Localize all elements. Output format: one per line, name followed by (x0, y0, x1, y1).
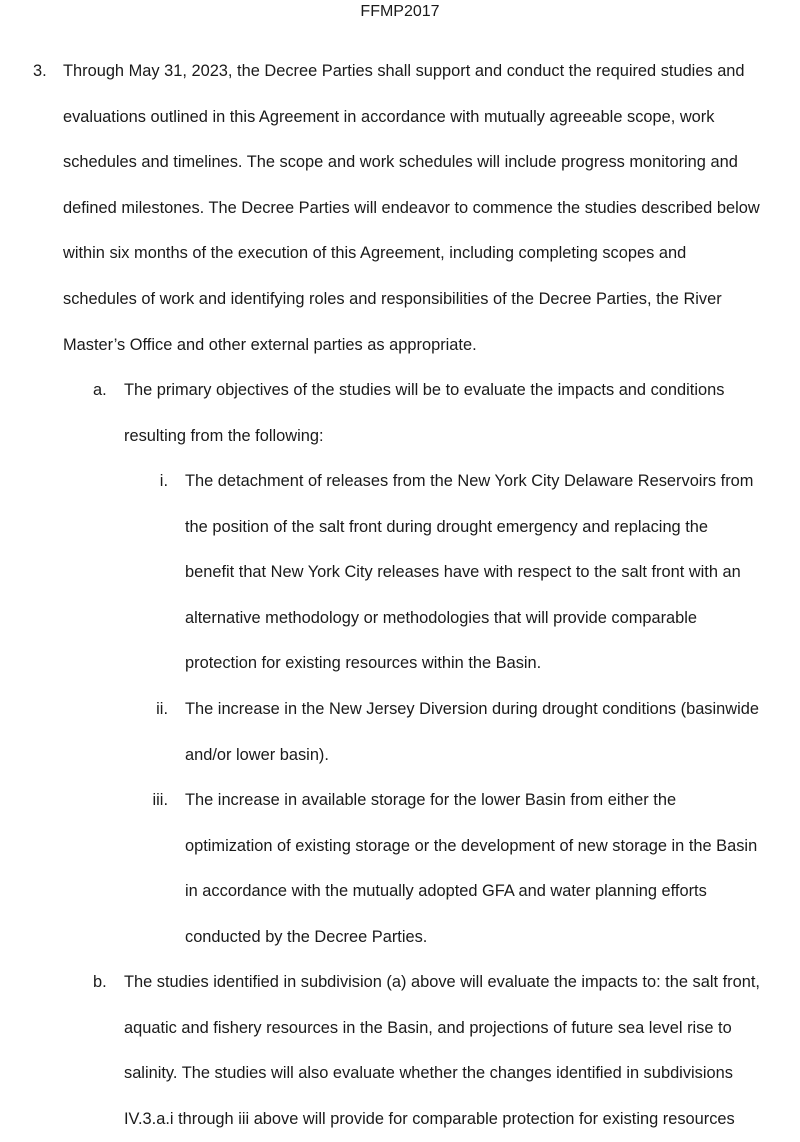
item-3-line: schedules and timelines. The scope and work schedules will include progress monitoring and (63, 153, 738, 172)
item-3-line: schedules of work and identifying roles and responsibilities of the Decree Parties, the River (63, 289, 722, 308)
item-i-line: the position of the salt front during drought emergency and replacing the (185, 517, 709, 536)
item-ii-line: and/or lower basin). (185, 745, 329, 764)
item-a-line: The primary objectives of the studies will be to evaluate the impacts and conditions (124, 381, 725, 399)
item-iii-line: in accordance with the mutually adopted GFA and water planning efforts (185, 882, 707, 901)
item-b-paragraph (124, 960, 760, 1142)
item-iii-line: optimization of existing storage or the development of new storage in the Basin (185, 836, 758, 855)
item-a-marker: a. (93, 381, 107, 399)
item-iii-paragraph (185, 778, 757, 960)
item-iii-line: conducted by the Decree Parties. (185, 927, 428, 946)
item-b-line: The studies identified in subdivision (a) above will evaluate the impacts to: the salt front, (124, 973, 760, 991)
page-header: FFMP2017 (360, 3, 440, 20)
item-i-marker: i. (159, 472, 168, 490)
item-i-line: alternative methodology or methodologies that will provide comparable (185, 608, 698, 627)
item-3-line: evaluations outlined in this Agreement in accordance with mutually agreeable scope, work (63, 107, 715, 126)
item-ii-line: The increase in the New Jersey Diversion during drought conditions (basinwide (185, 700, 759, 718)
item-i-paragraph (185, 459, 753, 687)
item-3-line: within six months of the execution of this Agreement, including completing scopes and (63, 244, 687, 263)
item-ii-marker: ii. (156, 700, 168, 718)
item-3-line: defined milestones. The Decree Parties will endeavor to commence the studies described below (63, 198, 760, 217)
item-i-line: benefit that New York City releases have with respect to the salt front with an (185, 563, 741, 582)
item-b-line: aquatic and fishery resources in the Basin, and projections of future sea level rise to (124, 1018, 732, 1037)
item-a-paragraph (124, 368, 724, 459)
item-3-line: Master’s Office and other external parties as appropriate. (63, 335, 477, 354)
item-b-line: salinity. The studies will also evaluate whether the changes identified in subdivisions (124, 1064, 733, 1083)
item-a-line: resulting from the following: (124, 426, 324, 445)
item-3-marker: 3. (33, 62, 47, 80)
item-3-paragraph (63, 49, 760, 368)
item-ii-paragraph (185, 687, 759, 778)
item-i-line: protection for existing resources within the Basin. (185, 654, 542, 673)
item-i-line: The detachment of releases from the New York City Delaware Reservoirs from (185, 472, 754, 490)
item-iii-line: The increase in available storage for the lower Basin from either the (185, 791, 677, 809)
item-b-marker: b. (93, 973, 107, 991)
item-b-line: IV.3.a.i through iii above will provide for comparable protection for existing resources (124, 1109, 735, 1128)
item-3-line: Through May 31, 2023, the Decree Parties shall support and conduct the required studies and (63, 62, 745, 80)
item-iii-marker: iii. (152, 791, 168, 809)
